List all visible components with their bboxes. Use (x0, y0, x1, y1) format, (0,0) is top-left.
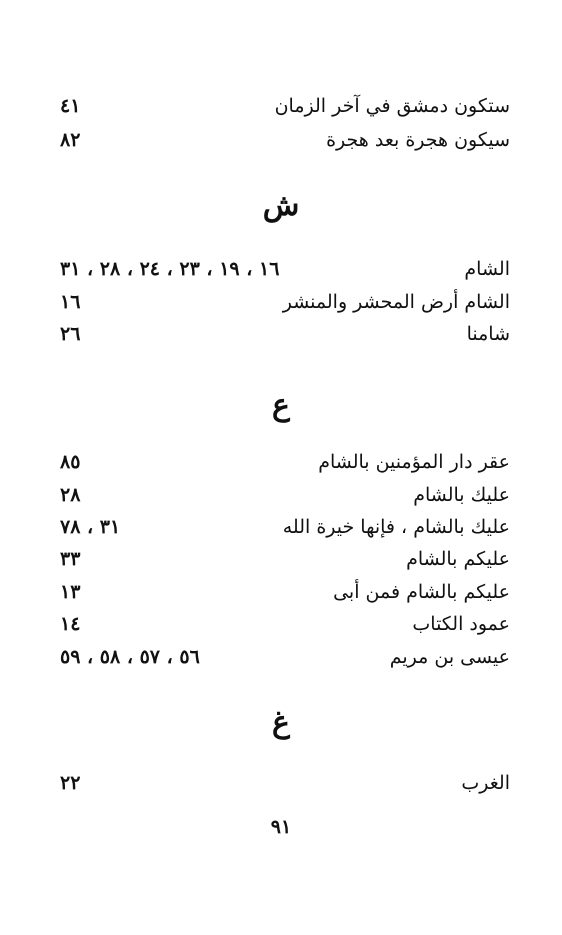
entry-pages: ٣١ ، ٧٨ (60, 516, 121, 538)
entry-pages: ٣٣ (60, 548, 81, 570)
entry-pages: ٨٥ (60, 451, 81, 473)
entry-term: عليك بالشام ، فإنها خيرة الله (282, 516, 510, 538)
index-entry (60, 447, 510, 477)
entry-pages: ٢٦ (60, 323, 81, 345)
index-entry (60, 91, 510, 121)
entry-pages: ٤١ (60, 95, 81, 117)
entry-pages: ٢٨ (60, 484, 81, 506)
entry-pages: ١٦ (60, 291, 81, 313)
index-entry (60, 544, 510, 574)
entry-term: عمود الكتاب (412, 613, 510, 635)
entry-term: عقر دار المؤمنين بالشام (318, 451, 510, 473)
index-entry (60, 577, 510, 607)
section-letter-ain: ع (272, 388, 290, 423)
page-number: ٩١ (270, 816, 292, 838)
index-entry (60, 642, 510, 672)
index-entry (60, 512, 510, 542)
index-entry (60, 609, 510, 639)
entry-term: عليك بالشام (413, 484, 510, 506)
section-letter-ghain: غ (272, 705, 290, 740)
index-entry (60, 125, 510, 155)
entry-pages: ١٣ (60, 581, 81, 603)
entry-term: عليكم بالشام فمن أبى (333, 581, 510, 603)
index-entry (60, 254, 510, 284)
entry-pages: ١٦ ، ١٩ ، ٢٣ ، ٢٤ ، ٢٨ ، ٣١ (60, 258, 280, 280)
entry-pages: ٥٦ ، ٥٧ ، ٥٨ ، ٥٩ (60, 646, 200, 668)
index-entry (60, 480, 510, 510)
index-entry (60, 768, 510, 798)
entry-pages: ٢٢ (60, 772, 81, 794)
entry-term: شامنا (466, 323, 510, 345)
entry-term: عيسى بن مريم (389, 646, 510, 668)
index-entry (60, 319, 510, 349)
index-entry (60, 287, 510, 317)
entry-term: سيكون هجرة بعد هجرة (326, 129, 510, 151)
entry-pages: ١٤ (60, 613, 81, 635)
entry-term: الشام أرض المحشر والمنشر (282, 291, 510, 313)
entry-term: عليكم بالشام (406, 548, 510, 570)
entry-term: الشام (464, 258, 510, 280)
entry-term: ستكون دمشق في آخر الزمان (274, 95, 510, 117)
entry-pages: ٨٢ (60, 129, 81, 151)
entry-term: الغرب (461, 772, 510, 794)
section-letter-shin: ش (262, 188, 300, 223)
